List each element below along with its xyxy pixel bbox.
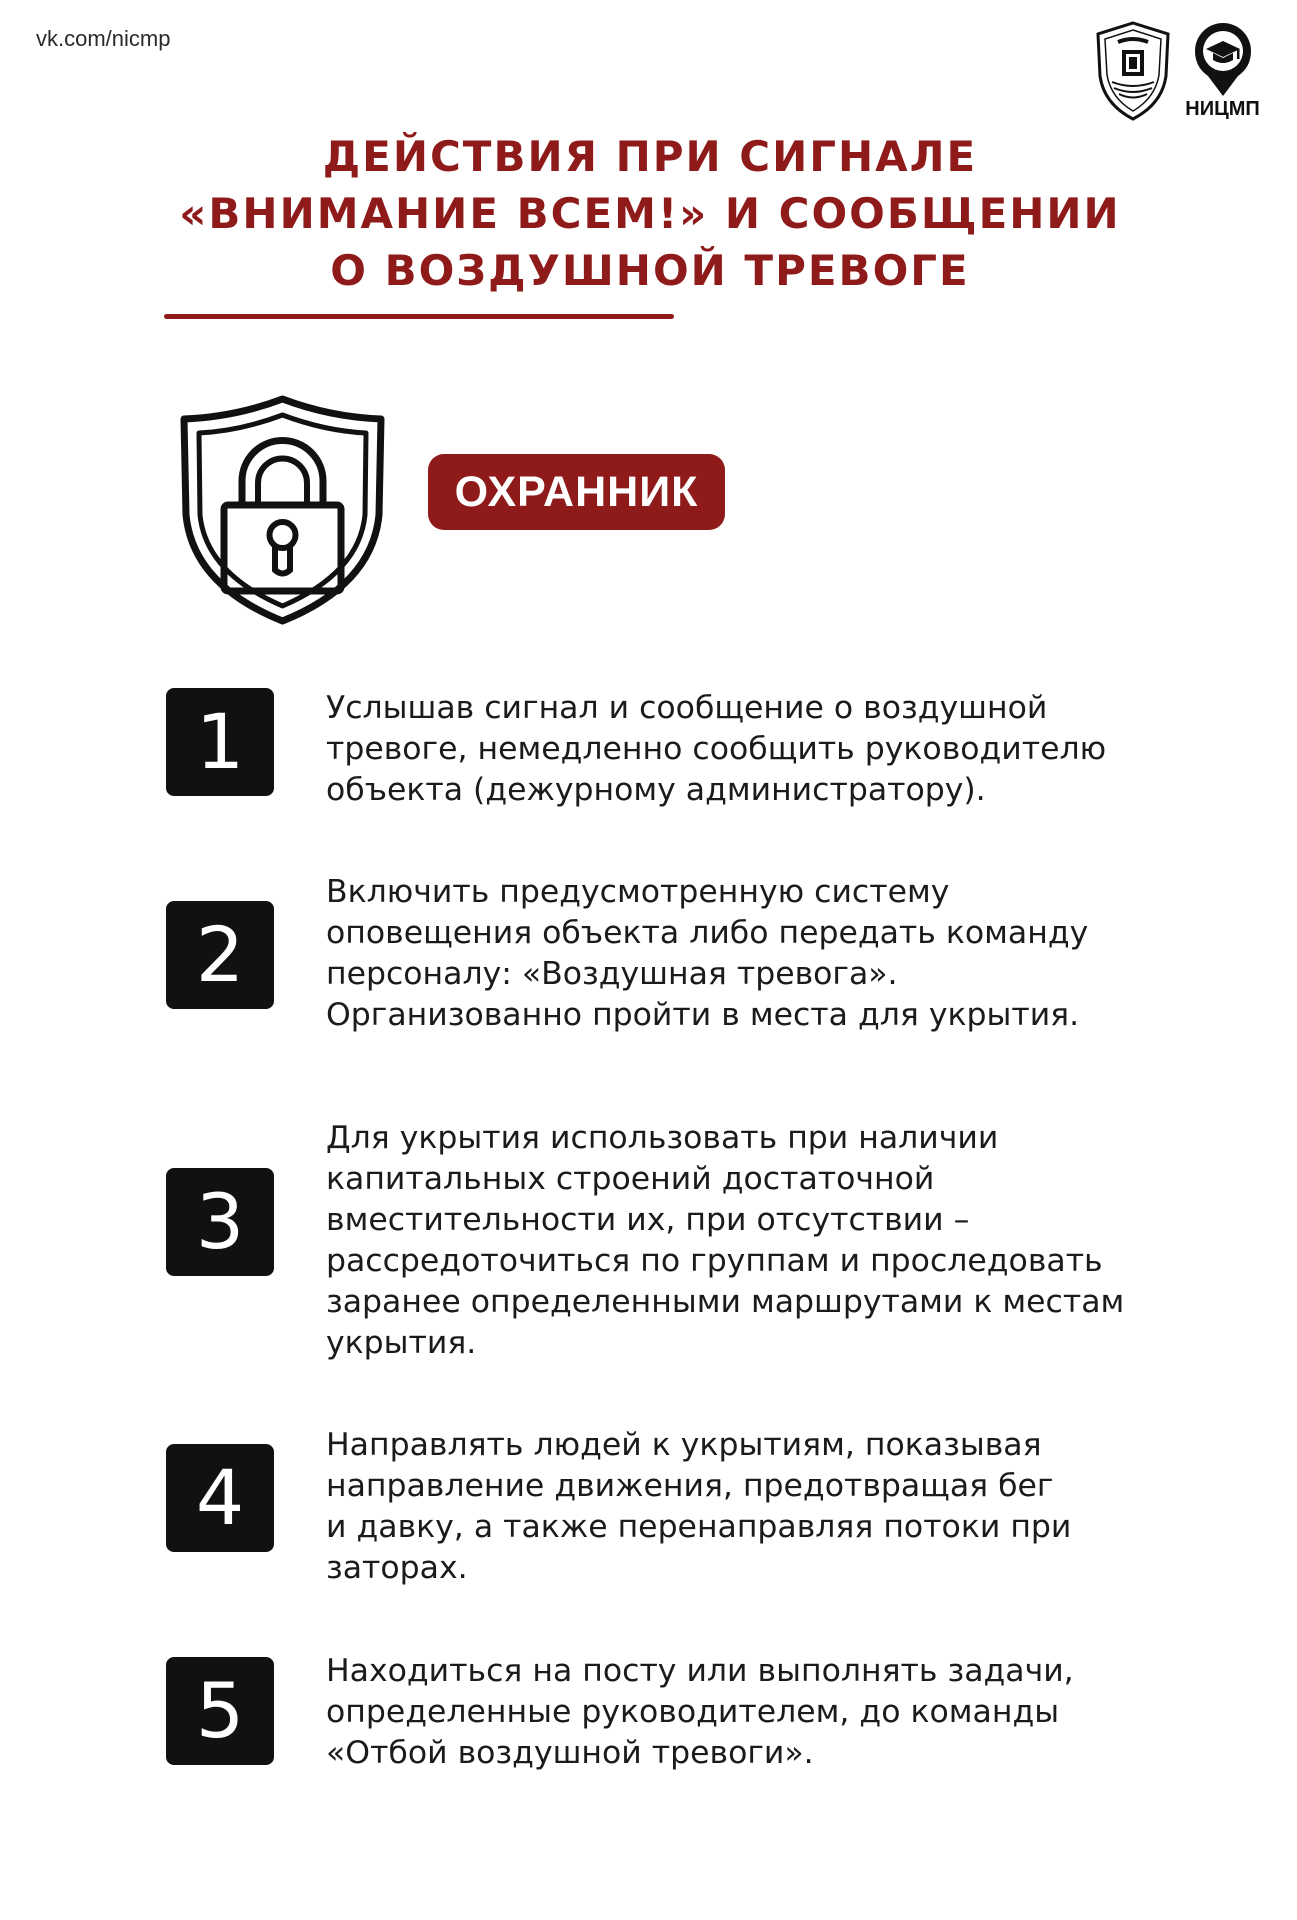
step-text-line: Услышав сигнал и сообщение о воздушной [326,690,1048,726]
step-text-line: персоналу: «Воздушная тревога». [326,956,898,992]
step-text [326,1425,1156,1589]
title-line: О ВОЗДУШНОЙ ТРЕВОГЕ [330,246,970,295]
title-underline [164,314,674,319]
step-text-line: направление движения, предотвращая бег [326,1468,1054,1504]
step-text [326,1118,1156,1364]
step-text-line: объекта (дежурному администратору). [326,772,986,808]
step-text-line: укрытия. [326,1325,477,1361]
logos [1094,20,1269,130]
step-text [326,688,1156,811]
title-line: «ВНИМАНИЕ ВСЕМ!» И СООБЩЕНИИ [179,189,1121,238]
step-text-line: «Отбой воздушной тревоги». [326,1735,814,1771]
step-text-line: заторах. [326,1550,468,1586]
step-text-line: Находиться на посту или выполнять задачи, [326,1653,1074,1689]
step-text-line: заранее определенными маршрутами к местам [326,1284,1125,1320]
nicmp-logo [1176,20,1269,120]
step-text-line: Организованно пройти в места для укрытия. [326,997,1080,1033]
nicmp-logo-text: НИЦМП [1185,98,1260,120]
step-text-line: оповещения объекта либо передать команду [326,915,1089,951]
title-line: ДЕЙСТВИЯ ПРИ СИГНАЛЕ [322,132,978,181]
step-text [326,1651,1156,1774]
step-text-line: рассредоточиться по группам и проследовать [326,1243,1103,1279]
commission-emblem-icon [1094,20,1172,122]
role-badge: ОХРАННИК [428,454,725,530]
step-text-line: и давку, а также перенаправляя потоки при [326,1509,1072,1545]
step-text-line: Для укрытия использовать при наличии [326,1120,999,1156]
graduation-pin-icon [1192,20,1254,98]
step-text-line: Включить предусмотренную систему [326,874,950,910]
step-text-line: капитальных строений достаточной [326,1161,935,1197]
shield-lock-icon [180,395,385,625]
step-text-line: Направлять людей к укрытиям, показывая [326,1427,1042,1463]
source-url: vk.com/nicmp [36,26,171,51]
step-text-line: вместительности их, при отсутствии – [326,1202,970,1238]
step-text-line: определенные руководителем, до команды [326,1694,1060,1730]
step-number: 1 [166,688,274,796]
step-text-line: тревоге, немедленно сообщить руководителю [326,731,1107,767]
step-number: 3 [166,1168,274,1276]
step-number: 4 [166,1444,274,1552]
page-title [150,128,1150,299]
step-number: 2 [166,901,274,1009]
step-text [326,872,1156,1036]
step-number: 5 [166,1657,274,1765]
